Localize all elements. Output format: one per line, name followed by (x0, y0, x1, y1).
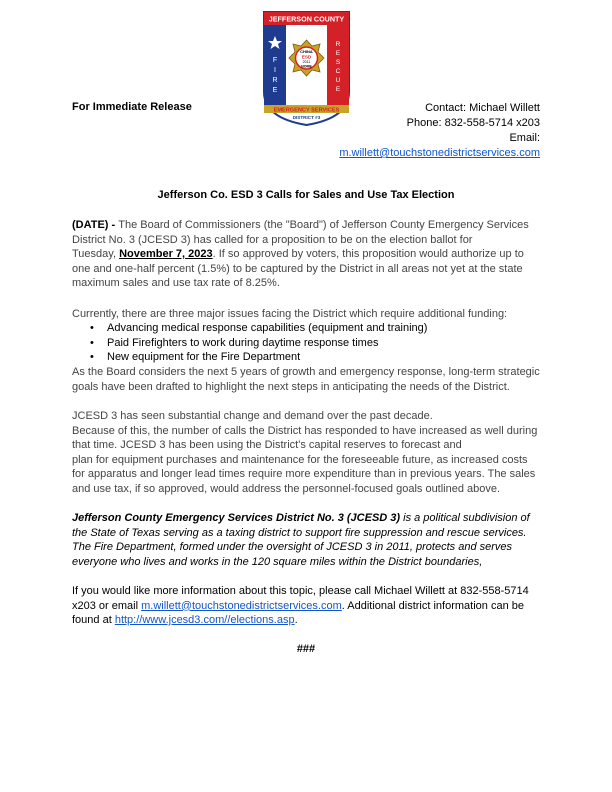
district-name: Jefferson County Emergency Services District No. 3 (JCESD 3) (72, 512, 401, 524)
svg-text:F: F (272, 57, 278, 64)
svg-text:U: U (335, 77, 341, 84)
svg-text:C: C (335, 68, 341, 75)
jcesd3-logo (262, 10, 351, 127)
list-item: • Advancing medical response capabilities (equipment and training) (90, 322, 428, 334)
maltese-cross-badge (289, 40, 324, 76)
email-link[interactable]: m.willett@touchstonedistrictservices.com (141, 599, 342, 612)
document-title: Jefferson Co. ESD 3 Calls for Sales and Use Tax Election (157, 189, 455, 201)
paragraph-demand: JCESD 3 has seen substantial change and demand over the past decade. Because of this, the number of calls the District has responded to have increased as well during that time. JCESD 3 has been using the District's capital reserves to forecast and plan for equipment purchases and maintenance for the foreseeable future, as increased costs for apparatus and longer lead times require more expenditure than in previous years. The sales and use tax, if so approved, would address the personnel-focused goals outlined above. (72, 410, 538, 495)
logo-bottom-text: EMERGENCY SERVICES (273, 107, 340, 114)
logo-top-text: JEFFERSON COUNTY (268, 14, 345, 24)
svg-text:R: R (272, 77, 278, 84)
end-marker: ### (296, 643, 316, 655)
elections-url-link[interactable]: http://www.jcesd3.com//elections.asp (114, 614, 295, 627)
svg-text:R: R (335, 41, 341, 48)
list-item: • Paid Firefighters to work during daytime response times (90, 336, 379, 349)
paragraph-about: Jefferson County Emergency Services District No. 3 (JCESD 3) is a political subdivision of the State of Texas serving as a taxing district to support fire suppression and rescue services. The Fire Department, formed under the oversight of JCESD 3 in 2011, protects and serves everyone who lives and works in the 120 square miles within the District boundaries, (72, 512, 530, 568)
svg-text:2011: 2011 (302, 60, 311, 64)
svg-text:NOME: NOME (301, 64, 312, 69)
release-label: For Immediate Release (72, 101, 192, 113)
election-date: November 7, 2023 (119, 248, 213, 261)
paragraph-more-info: If you would like more information about this topic, please call Michael Willett at 832-558-5714 x203 or email m.willett@touchstonedistrictservices.com. Additional district information can be found at http://www.jcesd3.com//elections.asp. (72, 585, 529, 627)
contact-email-label: Email: (509, 132, 540, 144)
svg-text:S: S (335, 59, 341, 66)
contact-name: Contact: Michael Willett (425, 102, 540, 114)
svg-text:E: E (335, 50, 341, 57)
svg-text:E: E (272, 87, 278, 94)
contact-phone: Phone: 832-558-5714 x203 (406, 117, 540, 129)
svg-text:I: I (274, 67, 276, 74)
svg-text:CHINA: CHINA (300, 49, 313, 54)
issues-list (90, 321, 427, 365)
contact-block (339, 101, 540, 161)
contact-email-link[interactable]: m.willett@touchstonedistrictservices.com (339, 147, 540, 159)
paragraph-issues-intro: Currently, there are three major issues facing the District which require additional funding: (72, 308, 508, 320)
date-tag: (DATE) - (72, 219, 119, 231)
svg-text:ESD: ESD (301, 54, 312, 60)
paragraph-goals: As the Board considers the next 5 years of growth and emergency response, long-term strategic goals have been drafted to highlight the next steps in anticipating the needs of the District. (72, 366, 540, 393)
list-item: • New equipment for the Fire Department (90, 351, 301, 364)
paragraph-announcement: (DATE) - The Board of Commissioners (the "Board") of Jefferson County Emergency Services District No. 3 (JCESD 3) has called for a proposition to be on the election ballot for Tuesday, November 7, 2023. If so approved by voters, this proposition would authorize up to one and one-half percent (1.5%) to be captured by the District in all areas not yet at the state maximum sales and use tax rate of 8.25%. (72, 219, 529, 290)
logo-bottom-sub: DISTRICT #3 (292, 115, 321, 120)
svg-text:E: E (335, 86, 341, 93)
